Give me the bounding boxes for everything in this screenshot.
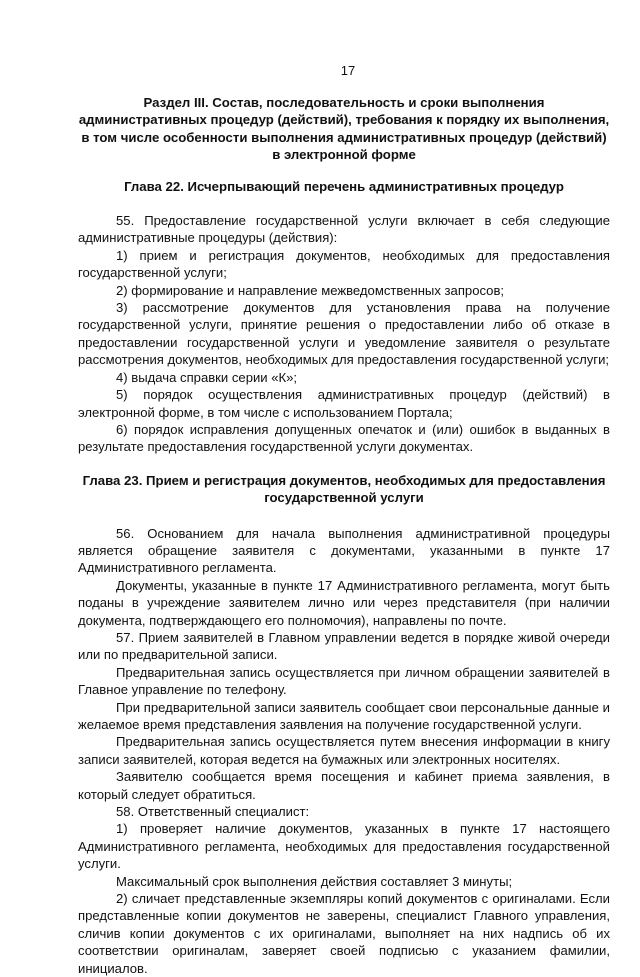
chapter-23-title: Глава 23. Прием и регистрация документов, необходимых для предоставления государственной услуги <box>82 472 606 506</box>
chapter-22-title: Глава 22. Исчерпывающий перечень административных процедур <box>124 178 564 194</box>
paragraph: При предварительной записи заявитель сообщает свои персональные данные и желаемое время представления заявления на получение государственной услуги. <box>78 699 610 732</box>
list-item: 2) формирование и направление межведомственных запросов; <box>116 282 505 298</box>
document-page <box>78 62 610 977</box>
chapter-22-body <box>78 212 610 456</box>
list-item: 1) проверяет наличие документов, указанных в пункте 17 настоящего Административного регламента, необходимых для предоставления государственной услуги. <box>78 821 610 872</box>
paragraph: 55. Предоставление государственной услуги включает в себя следующие административные процедуры (действия): <box>78 213 610 246</box>
paragraph: 58. Ответственный специалист: <box>116 804 310 820</box>
list-item: 4) выдача справки серии «К»; <box>116 369 298 385</box>
list-item: 6) порядок исправления допущенных опечаток и (или) ошибок в выданных в результате предоставления государственной услуги документах. <box>78 421 610 455</box>
list-item: 2) сличает представленные экземпляры копий документов с оригиналами. Если представленные копии документов не заверены, специалист Главного управления, сличив копии документов с их оригиналами, выполняет на них надпись об их соответствии оригиналам, заверяет своей подписью с указанием фамилии, инициалов. <box>78 891 610 976</box>
list-item: 5) порядок осуществления административных процедур (действий) в электронной форме, в том числе с использованием Портала; <box>78 387 610 420</box>
list-item: 1) прием и регистрация документов, необходимых для предоставления государственной услуги; <box>78 247 610 281</box>
page-number: 17 <box>340 63 356 78</box>
paragraph: 56. Основанием для начала выполнения административной процедуры является обращение заявителя с документами, указанными в пункте 17 Административного регламента. <box>78 525 610 576</box>
section-title: Раздел III. Состав, последовательность и сроки выполнения административных процедур (действий), требования к порядку их выполнения, в том числе особенности выполнения административных процедур (действий) в электронной форме <box>78 95 610 163</box>
paragraph: 57. Прием заявителей в Главном управлении ведется в порядке живой очереди или по предварительной записи. <box>78 629 610 663</box>
paragraph: Заявителю сообщается время посещения и кабинет приема заявления, в который следует обратиться. <box>78 769 610 802</box>
paragraph: Предварительная запись осуществляется при личном обращении заявителей в Главное управление по телефону. <box>78 664 610 698</box>
paragraph: Документы, указанные в пункте 17 Административного регламента, могут быть поданы в учреждение заявителем лично или через представителя (при наличии документа, подтверждающего его полномочия), направлены по почте. <box>78 577 610 628</box>
list-item: 3) рассмотрение документов для установления права на получение государственной услуги, принятие решения о предоставлении либо об отказе в предоставлении государственной услуги и уведомление заявителя о результате рассмотрения документов, необходимых для предоставления государственной услуги; <box>78 300 610 368</box>
paragraph: Предварительная запись осуществляется путем внесения информации в книгу записи заявителей, которая ведется на бумажных или электронных носителях. <box>78 734 610 767</box>
chapter-23-body <box>78 525 610 977</box>
paragraph: Максимальный срок выполнения действия составляет 3 минуты; <box>116 873 513 889</box>
